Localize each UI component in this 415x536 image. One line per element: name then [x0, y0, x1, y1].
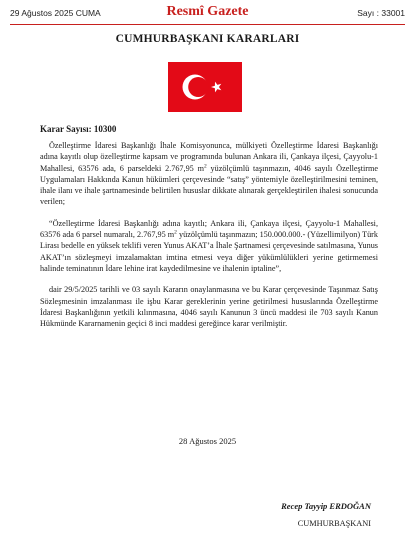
gazette-header [0, 0, 415, 22]
turkish-flag-icon [168, 62, 242, 112]
page-title: CUMHURBAŞKANI KARARLARI [115, 33, 300, 45]
issue-number: Sayı : 33001 [357, 8, 405, 18]
paragraph-1: Özelleştirme İdaresi Başkanlığı İhale Komisyonunca, mülkiyeti Özelleştirme İdaresi Başkanlığı adına kayıtlı olup özelleştirme kapsam ve programında bulunan Ankara ili, Çankaya ilçesi, Çayyolu-1 Mahallesi, 63576 ada, 6 parseldeki 2.767,95 $m^2$ yüzölçümlü taşınmazın, 4046 sayılı Özelleştirme Uygulamaları Hakkında Kanun hükümleri çerçevesinde “satış” yöntemiyle özelleştirilmesini teminen, ihale ilanı ve ihale şartnamesinde belirtilen hususlar dikkate alınarak gerçekleştirilen ihalesi sonucunda verilen; [40, 141, 378, 207]
signer-title: CUMHURBAŞKANI [297, 519, 371, 528]
signer-name: Recep Tayyip ERDOĞAN [281, 501, 371, 511]
paragraph-3: dair 29/5/2025 tarihli ve 03 sayılı Kararın onaylanmasına ve bu Karar çerçevesinde Taşınmaz Satış Sözleşmesinin imzalanması ile işbu Karar gereklerinin yerine getirilmesi hususlarında Özelleştirme İdaresi Başkanlığının yetkili kılınmasına, 4046 sayılı Kanunun 3 üncü maddesi ile 703 sayılı Kanun Hükmünde Kararnamenin geçici 8 inci maddesi gereğince karar verilmiştir. [40, 285, 378, 329]
header-divider [10, 24, 405, 25]
quoted-decision: “Özelleştirme İdaresi Başkanlığı adına kayıtlı; Ankara ili, Çankaya ilçesi, Çayyolu-1 Mahallesi, 63576 ada 6 parsel numaralı, 2.767,95 $m^2$ yüzölçümlü taşınmazın; 150.000.000.- (Yüzellimilyon) Türk Lirası bedelle en yüksek teklifi veren Yunus AKAT’a İhale Şartnamesi çerçevesinde satılmasına, Yunus AKAT’ın sözleşmeyi imzalamaktan imtina etmesi veya diğer yükümlülükleri yerine getirmemesi halinde teminatının İdare lehine irat kaydedilmesine ve ihalenin iptaline”, [40, 218, 378, 273]
gazette-name: Resmî Gazete [166, 4, 249, 19]
signature-date: 28 Ağustos 2025 [178, 436, 237, 446]
header-date: 29 Ağustos 2025 CUMA [10, 8, 101, 18]
decision-body [40, 140, 378, 339]
decision-number: Karar Sayısı: 10300 [40, 124, 117, 134]
